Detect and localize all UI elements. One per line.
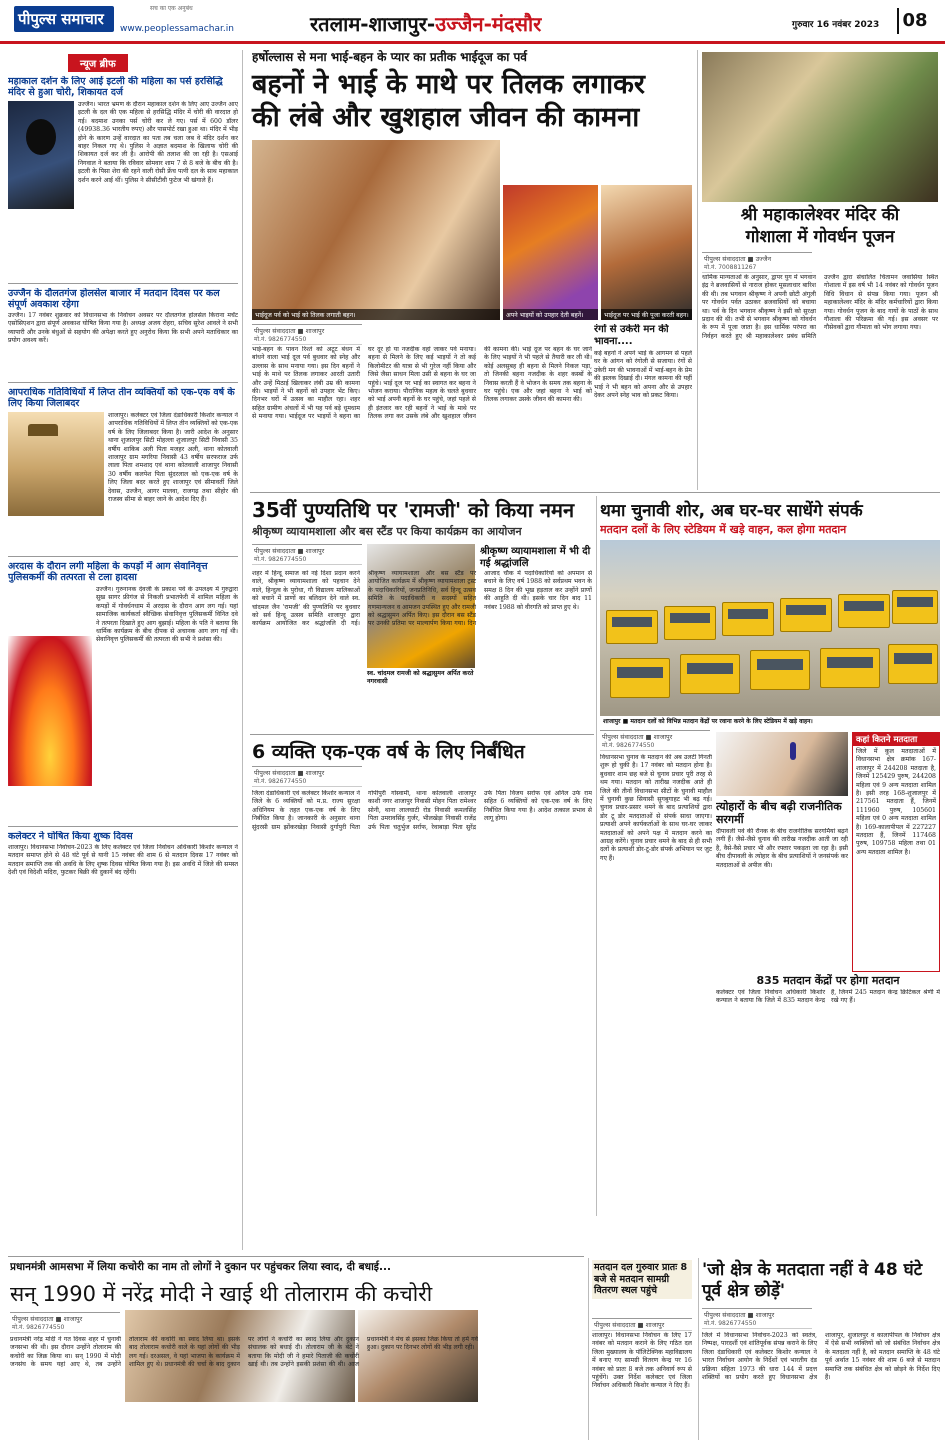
bus: [780, 598, 832, 632]
goshala-headline-line2: गोशाला में गोवर्धन पूजन: [745, 227, 895, 247]
bhaidooj-kicker: हर्षोल्लास से मना भाई-बहन के प्यार का प्रतीक भाईदूज का पर्व: [252, 50, 527, 64]
bhaidooj-byline: [252, 324, 362, 345]
byline-text: पीपुल्स संवाददाता ■ उज्जैन: [704, 255, 772, 263]
vitaran-body: शाजापुर। विधानसभा निर्वाचन के लिए 17 नवंबर को मतदान कराने के लिए गठित दल जिला मुख्यालय के पॉलिटेक्निक महाविद्यालय में बनाए गए सामग्री वितरण केन्द्र पर 16 नवंबर को प्रातः 8 बजे तक अनिवार्य रूप से पहुंचेंगे। उक्त निर्देश कलेक्टर एवं जिला निर्वाचन अधिकारी किशोर कन्याल ने दिए हैं।: [592, 1332, 692, 1390]
byline-text: पीपुल्स संवाददाता ■ शाजापुर: [602, 733, 673, 741]
bhaidooj-body: भाई-बहन के पावन रिश्ते को अटूट बंधन में बांधने वाला भाई दूज पर्व बुधवार को स्नेह और उल्लास के साथ मनाया गया। इस दिन बहनों ने भाई के माथे पर तिलक लगाकर आरती उतारी और उन्हें मिठाई खिलाकर लंबी उम्र की कामना की। भाइयों ने भी बहनों को उपहार भेंट किए। दिनभर घरों में उत्सव का माहौल रहा। शहर सहित ग्रामीण अंचलों में भी यह पर्व बड़े धूमधाम से मनाया गया। भाईदूज पर भाइयों ने बहना का घर दूर हो या नजदीक वहां जाकर पर्व मनाया। बहना से मिलने के लिए कई भाइयों ने तो कई किलोमीटर की यात्रा से भी गुरेज नहीं किया और जिसे जैसा साधन मिला उसी से बहना के घर जा पहुंचे। भाई दूज पर भाई का स्वागत कर बहना ने भोजन कराया। पौराणिक महत्व के चलते बुधवार को भाई अपनी बहनों के घर पहुंचे, जहां पहले से ही इंतजार कर रही बहनों ने भाई के माथे पर तिलक लगा कर उसके लंबे और खुशहाल जीवन की कामना की। भाई दूज पर बहन के घर जाने के लिए भाइयों ने भी पहले से तैयारी कर ली थी। कोई अलसुबह ही बहना से मिलने निकल पड़ा, तो जिनकी बहना नजदीक के शहर कस्बों के निवास करती हैं वे भोजन के समय तक बहना के घर पहुंचे। एक और जहां बहना ने भाई को तिलक लगाकर उसके जीवन की कामना की।: [252, 346, 592, 421]
logo-tagline: सच का एक अनुबंध: [150, 5, 193, 12]
brief-item-headline: उज्जैन के दौलतगंज होलसेल बाजार में मतदान दिवस पर कल संपूर्ण अवकाश रहेगा: [8, 288, 220, 310]
ramji-byline: [252, 544, 362, 565]
bus: [838, 594, 890, 628]
election-buses-photo: [600, 540, 940, 726]
modi-kicker: प्रधानमंत्री आमसभा में लिया कचोरी का नाम तो लोगों ने दुकान पर पहुंचकर लिया स्वाद, दी बधाई...: [10, 1261, 391, 1273]
bhaidooj-headline: [252, 68, 692, 134]
byline-text: पीपुल्स संवाददाता ■ शाजापुर: [254, 547, 325, 555]
side-headline: रंगों से उकेरी मन की भावना....: [594, 324, 669, 347]
election-subhead: मतदान दलों के लिए स्टेडियम में खड़े वाहन, कल होगा मतदान: [600, 523, 847, 536]
byline-text: पीपुल्स संवाददाता ■ शाजापुर: [704, 1311, 775, 1319]
brief-item-headline: कलेक्टर ने घोषित किया शुष्क दिवस: [8, 831, 133, 842]
bus: [820, 648, 880, 688]
photo-caption: भाईदूज पर भाई की पूजा करती बहन।: [601, 309, 692, 320]
ramji-side-headline: श्रीकृष्ण व्यायामशाला में भी दी गई श्रद्धांजलि: [480, 546, 591, 569]
bhaidooj-photo-3: [601, 185, 692, 320]
byline-mobile: मो.नं. 9826774550: [254, 336, 307, 343]
infobox-text: जिले में कुल मतदाताओं में विधानसभा क्षेत्र क्रमांक 167-शाजापुर में 244208 मतदाता है, जिनमें 125429 पुरुष, 244208 महिला एवं 9 अन्य मतदाता शामिल है। इसी तरह 168-शुजालपुर में 217561 मतदाता हैं, जिनमें 111960 पुरुष, 105601 महिला एवं 0 अन्य मतदाता शामिल है। 169-कालापीपल में 227227 मतदाता हैं, जिनमें 117468 पुरुष, 109758 महिला तथा 01 अन्य मतदाता शामिल है।: [856, 748, 936, 856]
website-link[interactable]: www.peoplessamachar.in: [120, 24, 234, 34]
page-date: गुरुवार 16 नवंबर 2023: [792, 20, 880, 30]
mask-icon: [26, 119, 56, 155]
infobox-title: कहां कितने मतदाता: [853, 733, 939, 746]
byline-mobile: मो.नं. 9826774550: [12, 1324, 65, 1331]
bus: [680, 654, 740, 694]
kshetra-headline: 'जो क्षेत्र के मतदाता नहीं वे 48 घंटे पूर्व क्षेत्र छोड़ें': [702, 1260, 923, 1301]
goshala-body: धार्मिक मान्यताओं के अनुसार, द्वापर युग में भगवान इंद्र ने ब्रजवासियों से नाराज होकर मूसलाधार बारिश की थी। तब भगवान श्रीकृष्ण ने अपनी छोटी अंगुली पर गोवर्धन पर्वत उठाकर ब्रजवासियों को बचाया था। पर्व के दिन भगवान श्रीकृष्ण ने इसी को सुरक्षा प्रदान की थी। तभी से भगवान श्रीकृष्ण को गोवर्धन के रूप में पूजा जाता है। इस धार्मिक परंपरा का निर्वहन करते हुए श्री महाकालेश्वर प्रबंध समिति उज्जैन द्वारा संचालित चिंतामन जवासिया स्थित गोशाला में इस वर्ष भी 14 नवंबर को गोवर्धन पूजन विधि विधान से संपन्न किया गया। पूजन श्री महाकालेश्वर मंदिर के मंदिर कर्मचारियों द्वारा किया गया। गोवर्धन पूजन के बाद गायों के पाठों के साथ गौशाला की परिक्रमा की गई। इस अवसर पर गौसेवकों द्वारा गौमाता को भोग लगाया गया।: [702, 274, 938, 340]
nirbandhit-body: जिला दंडाधिकारी एवं कलेक्टर किशोर कन्याल ने जिले के 6 व्यक्तियों को म.प्र. राज्य सुरक्षा अधिनियम के तहत एक-एक वर्ष के लिए निर्बंधित किया है। जानकारी के अनुसार थाना सुंदरसी ग्राम झोंकरखेड़ा निवासी दुर्गापुरी पिता गोपीपुरी गोस्वामी, थाना कोतवाली शाजापुर काशी नगर शाजापुर निवासी मोहन पिता रामेश्वर सोनी, थाना लालघाटी रोड निवासी कमलसिंह पिता उमरावसिंह गुर्जर, भीलखेड़ा निवासी राजेंद्र उर्फ पिता चतुर्भुज सर्राफ, रेवाबाड़ा पिता सुरेंद्र उर्फ पिता विजय सर्राफ एवं अनिल उर्फ राम सहित 6 व्यक्तियों को एक-एक वर्ष के लिए निर्बंधित किया गया है। आदेश तत्काल प्रभाव से लागू होगा।: [252, 790, 592, 831]
bhaidooj-headline-line1: बहनों ने भाई के माथे पर तिलक लगाकर: [252, 69, 645, 100]
thief-illustration: [8, 101, 74, 209]
ramji-body: शहर में हिन्दू समाज को नई दिशा प्रदान करने वाले, श्रीकृष्ण व्यायामशाला को पहचान देने वाले, हिन्दुत्व के पुरोधा, गौ विद्यालय मालिकाओं को बचाने में प्राणों का बलिदान देने वाले स्व. चांदमल जैन 'रामजी' की पुण्यतिथि पर बुधवार को सर्व हिन्दू उत्सव समिति शाजापुर द्वारा कार्यक्रम आयोजित कर श्रद्धांजलि दी गई। श्रीकृष्ण व्यायामशाला और बस स्टैंड पर आयोजित कार्यक्रम में श्रीकृष्ण व्यायामशाला ट्रस्ट के पदाधिकारियों, जनप्रतिनिधि, सर्व हिन्दू उत्सव समिति के पदाधिकारी व सदस्यों सहित गणमान्यजन व आमजन उपस्थित हुए और रामजी को श्रद्धासुमन अर्पित किए। इस दौरान बस स्टैंड पर उनकी प्रतिमा पर माल्यार्पण किया गया। दिन आजाद चौक में पदाधिकारियों को अपमान से बचाने के लिए वर्ष 1988 को सर्वप्रथम भवन के समक्ष 8 दिन की भूख हड़ताल कर उन्होंने प्राणों की आहुति दी थी। इसके चार दिन बाद 11 नवंबर 1988 को वीरगति को प्राप्त हुए थे।: [252, 570, 592, 628]
brief-item-headline: महाकाल दर्शन के लिए आई इटली की महिला का पर्स हरसिद्धि मंदिर से हुआ चोरी, शिकायत दर्ज: [8, 76, 223, 98]
police-cap-icon: [28, 424, 58, 436]
page-number: 08: [897, 8, 931, 34]
brief-item-headline: अरदास के दौरान लगी महिला के कपड़ों में आग सेवानिवृत्त पुलिसकर्मी की तत्परता से टला हादसा: [8, 561, 208, 583]
ink-mark-icon: [790, 742, 796, 760]
logo-text: पीपुल्स समाचार: [18, 10, 104, 28]
section-title-part2: उज्जैन-मंदसौर: [435, 12, 542, 36]
section-title-part1: रतलाम-शाजापुर-: [310, 12, 436, 36]
byline-mobile: मो.नं. 9826774550: [254, 778, 307, 785]
bhaidooj-side: [594, 324, 692, 484]
goshala-byline: [702, 252, 812, 273]
modi-body: प्रधानमंत्री नरेंद्र मोदी ने गत दिवस शहर में चुनावी जनसभा की थी। इस दौरान उन्होंने तोलाराम की कचोरी का जिक्र किया था। सन् 1990 में मोदी जनसंघ के समय यहां आए थे, तब उन्होंने तोलाराम की कचोरी का स्वाद लिया था। इसके बाद तोलाराम कचोरी वाले के यहां लोगों की भीड़ लग गई। दरअसल, वे यहां भाजपा के कार्यक्रम में शामिल हुए थे। प्रधानमंत्री की चर्चा के बाद दुकान पर लोगों ने कचोरी का स्वाद लिया और दुकान संचालक को बधाई दी। तोलाराम जी के बेटे ने बताया कि मोदी जी ने हमारे पिताजी की कचोरी खाई थी। तब उन्होंने इसकी प्रशंसा की थी। आज प्रधानमंत्री ने मंच से इसका जिक्र किया तो हमें गर्व हुआ। दुकान पर दिनभर लोगों की भीड़ लगी रही।: [10, 1336, 478, 1369]
nirbandhit-byline: [252, 766, 362, 787]
kshetra-body: जिले में विधानसभा निर्वाचन-2023 को स्वतंत्र, निष्पक्ष, पारदर्शी एवं शांतिपूर्वक संपन्न कराने के लिए जिला दंडाधिकारी एवं कलेक्टर किशोर कन्याल ने भारत निर्वाचन आयोग के निर्देशों एवं भारतीय दंड प्रक्रिया संहिता 1973 की धारा 144 में प्रदत्त शक्तियों का प्रयोग करते हुए विधानसभा क्षेत्र शाजापुर, शुजालपुर व कालापीपल के निर्वाचन क्षेत्र में ऐसे सभी व्यक्तियों को जो संबंधित निर्वाचन क्षेत्र के मतदाता नहीं है, को मतदान समाप्ति के 48 घंटे पूर्व अर्थात 15 नवंबर की शाम 6 बजे से मतदान समाप्ति तक संबंधित क्षेत्र को छोड़ने के निर्देश दिए हैं।: [702, 1332, 940, 1382]
ramji-photo-caption: स्व. चांदमल रामजी को श्रद्धासुमन अर्पित करते नगरवासी: [367, 670, 474, 685]
news-brief: [8, 52, 238, 1250]
brief-item-headline: आपराधिक गतिविधियों में लिप्त तीन व्यक्तियों को एक-एक वर्ष के लिए किया जिलाबदर: [8, 387, 235, 409]
fire-illustration: [8, 636, 92, 786]
election-byline: [600, 730, 710, 751]
photo-caption: भाईदूज पर्व को भाई को तिलक लगाती बहन।: [252, 309, 500, 320]
centers-box: [716, 974, 940, 1094]
section-title: [310, 10, 541, 37]
bus: [610, 658, 670, 698]
ramji-subhead: श्रीकृष्ण व्यायामशाला और बस स्टैंड पर किया कार्यक्रम का आयोजन: [252, 525, 522, 538]
byline-text: पीपुल्स संवाददाता ■ शाजापुर: [254, 327, 325, 335]
brief-item-text: उज्जैन। 17 नवंबर शुक्रवार को विधानसभा के निर्वाचन अवसर पर दौलतगंज होलसेल किराना मर्चेंट एसोसिएशन द्वारा संपूर्ण अवकाश घोषित किया गया है। अध्यक्ष अजय रोहरा, सचिव सुरेश आवले ने सभी व्यापारी और उनके बंधुओं से सहयोग की अपेक्षा करते हुए अनुरोध किया कि सभी अपने मताधिकार का प्रयोग अवश्य करें।: [8, 312, 238, 345]
byline-mobile: मो.नं. 7008811267: [704, 264, 757, 271]
bhaidooj-headline-line2: की लंबे और खुशहाल जीवन की कामना: [252, 102, 640, 133]
side-text: कई बहनों ने अपने भाई के आगमन से पहले घर के आंगन को रंगोली से सजाया। रंगों से उकेरी मन की भावनाओं में भाई-बहन के प्रेम की झलक दिखाई दी। मंगल कामना की यहीं भाई ने भी बहन को अपना और से उपहार देकर अपने स्नेह भाव को प्रकट किया।: [594, 350, 692, 400]
bus: [664, 606, 716, 640]
vitaran-headline: मतदान दल गुरुवार प्रातः 8 बजे से मतदान सामग्री वितरण स्थल पहुंचे: [592, 1260, 692, 1299]
centers-headline: 835 मतदान केंद्रों पर होगा मतदान: [756, 974, 900, 987]
news-brief-label: न्यूज ब्रीफ: [68, 54, 128, 72]
election-headline: थमा चुनावी शोर, अब घर-घर साधेंगे संपर्क: [600, 501, 863, 521]
voters-infobox: [852, 732, 940, 972]
kshetra-byline: [702, 1308, 812, 1329]
bus: [888, 644, 938, 684]
goshala-photo: [702, 52, 938, 202]
photo-caption: शाजापुर ■ मतदान दलों को विभिन्न मतदान केंद्रों पर रवाना करने के लिए स्टेडियम में खड़े वाहन।: [600, 716, 940, 726]
festival-box: [716, 800, 848, 970]
brief-item-text: उज्जैन। गुरुनानक देवजी के प्रकाश पर्व के उपलक्ष्य में गुरुद्वारा सुख सागर फ्रीगंज से निकली प्रभातफेरी में शामिल महिला के कपड़ों में गोवर्धनधाम में अरदास के दौरान आग लग गई। यहां सामाजिक कार्यकर्ता स्वैच्छिक सेवानिवृत्त पुलिसकर्मी विनित दवे ने तत्परता दिखाते हुए आग बुझाई। महिला के पति ने बताया कि धार्मिक कार्यक्रम के बीच दीपक से अचानक आग लग गई थी। सेवानिवृत्त पुलिसकर्मी की तत्परता की सभी ने प्रशंसा की।: [96, 586, 238, 644]
voting-finger-image: [716, 732, 848, 796]
byline-text: पीपुल्स संवाददाता ■ शाजापुर: [12, 1315, 83, 1323]
festival-headline: त्योहारों के बीच बढ़ी राजनीतिक सरगर्मी: [716, 800, 842, 826]
byline-mobile: मो.नं. 9826774550: [254, 556, 307, 563]
bhaidooj-photo-1: [252, 140, 500, 320]
goshala-headline: [702, 204, 938, 248]
brief-item-text: उज्जैन। भारत भ्रमण के दौरान महाकाल दर्शन के लिए आए उज्जैन आए इटली के दल की एक महिला से हरसिद्धि मंदिर में चोरी की वारदात हो गई। बदमाश उनका पर्स चोरी कर ले गए। पर्स में 600 डॉलर (49938.36 भारतीय रुपए) और पासपोर्ट रखा हुआ था। मंदिर में भीड़ होने के कारण उन्हें वारदात का पता तब चला जब वे मंदिर दर्शन कर बाहर निकल गए थे। पुलिस ने अज्ञात बदमाश के खिलाफ चोरी की शिकायत दर्ज कर ली है। आरोपी की तलाश की जा रही है। एसआई निगवाल ने बताया कि रविवार सोमवार शाम 7 से 8 बजे के बीच की है। इटली के पिसा शेरा की रहने वाली रोसी फ्रेंच पत्नी दल के साथ महाकाल दर्शन करने आई थीं। पुलिस ने सीसीटीवी फुटेज भी खंगाले हैं।: [78, 101, 238, 184]
masthead: [0, 0, 945, 44]
photo-caption: अपने भाइयों को उपहार देती बहनें।: [503, 309, 598, 320]
ramji-headline: 35वीं पुण्यतिथि पर 'रामजी' को किया नमन: [252, 498, 575, 522]
modi-byline: [10, 1312, 120, 1333]
vitaran-byline: पीपुल्स संवाददाता ■ शाजापुर: [592, 1318, 692, 1331]
bhaidooj-photo-2: [503, 185, 598, 320]
byline-mobile: मो.नं. 9826774550: [602, 742, 655, 749]
modi-headline: सन् 1990 में नरेंद्र मोदी ने खाई थी तोलाराम की कचोरी: [10, 1282, 433, 1306]
nirbandhit-headline: 6 व्यक्ति एक-एक वर्ष के लिए निर्बंधित: [252, 741, 525, 763]
brief-item-text: शाजापुर। कलेक्टर एवं जिला दंडाधिकारी किशोर कन्याल ने आपराधिक गतिविधियों में लिप्त तीन व्यक्तियों को एक-एक वर्ष के लिए जिलाबदर किया है। जारी आदेश के अनुसार थाना शुजालपुर सिटी मोहल्ला शुजालपुर सिटी निवासी 35 वर्षीय शाकिब अली पिता मजहर अली, थाना कोतवाली शाजापुर ग्राम मगरिया निवासी 43 वर्षीय सरफराज उर्फ लाला पिता शमशाद एवं थाना कोतवाली शाजापुर निवासी 30 वर्षीय कलपेश पिता सुंदरलाल को एक-एक वर्ष के लिए जिला बदर करते हुए शाजापुर एवं सीमावर्ती जिले देवास, उज्जैन, आगर मालवा, राजगढ़ तथा सीहोर की राजस्व सीमा से बाहर जाने के आदेश दिए हैं।: [108, 412, 238, 504]
centers-text: कलेक्टर एवं जिला निर्वाचन अधिकारी किशोर कन्याल ने बताया कि जिले में 835 मतदान केन्द्र हैं, जिनमें 245 मतदान केन्द्र क्रिटिकल श्रेणी में रखे गए हैं।: [716, 989, 940, 1005]
bus: [606, 610, 658, 644]
bus: [892, 590, 938, 624]
bus: [750, 650, 810, 690]
bus: [722, 602, 774, 636]
goshala-headline-line1: श्री महाकालेश्वर मंदिर की: [740, 205, 900, 225]
festival-text: दीपावली पर्व की रौनक के बीच राजनीतिक सरगर्मियां बढ़ने लगी हैं। जैसे-जैसे चुनाव की तारीख नजदीक आती जा रही है, वैसे-वैसे प्रचार भी और रफ्तार पकड़ता जा रहा है। इसी बीच दीपावली के त्योहार के बीच प्रत्याशियों ने जनसंपर्क कर मतदाताओं से अपील की।: [716, 828, 848, 869]
election-body: विधानसभा चुनाव के मतदान की अब उलटी गिनती शुरू हो चुकी है। 17 नवंबर को मतदान होना है। बुधवार शाम छह बजे से चुनाव प्रचार पूरी तरह से थम गया। मतदान को तारीख नजदीक आते ही जिले की तीनों विधानसभा सीटों के चुनावी माहौल में चुनावी कुछ सियासी सुगबुगाहट भी बढ़ गई। चुनाव प्रचार-प्रसार थमने के बाद प्रत्याशियों द्वारा डोर टू डोर मतदाताओं से संपर्क साधा जाएगा। प्रत्याशी अपने कार्यकर्ताओं के साथ घर-घर जाकर मतदाताओं को अपने पक्ष में मतदान करने का आग्रह करेंगे। चुनाव प्रचार थमने के बाद से ही सभी दलों के प्रत्याशी डोर-टू-डोर संपर्क अभियान पर जुट गए हैं।: [600, 754, 712, 862]
brief-item-text: शाजापुर। विधानसभा निर्वाचन-2023 के लिए कलेक्टर एवं जिला निर्वाचन अधिकारी किशोर कन्याल ने मतदान समाप्त होने से 48 घंटे पूर्व से यानी 15 नवंबर की शाम 6 से मतदान दिवस 17 नवंबर को मतदान समाप्ति तक की अवधि के लिए शुष्क दिवस घोषित किया गया है। इस अवधि में जिले की समस्त देशी एवं विदेशी मदिरा, फुटकर बिक्री की दुकानें बंद रहेंगी।: [8, 844, 238, 877]
byline-text: पीपुल्स संवाददाता ■ शाजापुर: [254, 769, 325, 777]
byline-mobile: मो.नं. 9826774550: [704, 1320, 757, 1327]
